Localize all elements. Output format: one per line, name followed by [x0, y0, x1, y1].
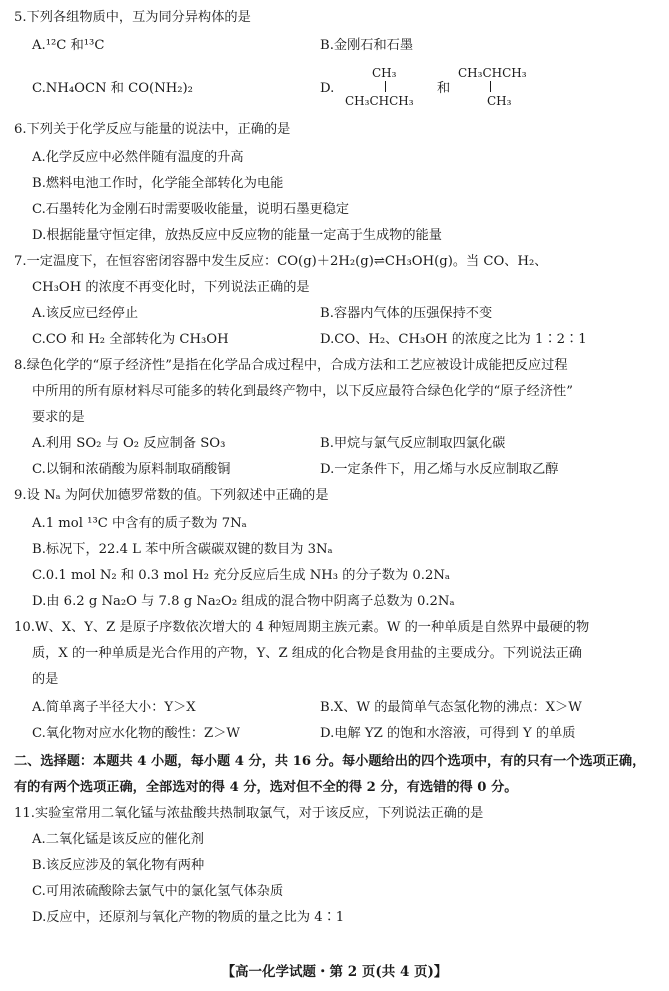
q5-d-and: 和 [437, 81, 451, 96]
q6-option-c: C.石墨转化为金刚石时需要吸收能量，说明石墨更稳定 [32, 202, 350, 217]
q10-stem-line2: 质，X 的一种单质是光合作用的产物，Y、Z 组成的化合物是食用盐的主要成分。下列说法正确 [32, 646, 582, 661]
section2-instructions-line1: 二、选择题：本题共 4 小题，每小题 4 分，共 16 分。每小题给出的四个选项中，有的只有一个选项正确， [14, 754, 646, 769]
q5-stem: 5.下列各组物质中，互为同分异构体的是 [14, 10, 251, 25]
q8-stem-line3: 要求的是 [32, 410, 85, 425]
q5-d-formula1-bottom: CH₃CHCH₃ [345, 94, 414, 108]
q7-option-d: D.CO、H₂、CH₃OH 的浓度之比为 1∶2∶1 [320, 332, 587, 347]
q11-option-c: C.可用浓硫酸除去氯气中的氯化氢气体杂质 [32, 884, 284, 899]
q9-option-a: A.1 mol ¹³C 中含有的质子数为 7Nₐ [32, 516, 247, 531]
q9-option-d: D.由 6.2 g Na₂O 与 7.8 g Na₂O₂ 组成的混合物中阴离子总数为 0.2Nₐ [32, 594, 455, 609]
q5-d-formula2-bond [490, 81, 491, 92]
q10-option-d: D.电解 YZ 的饱和水溶液，可得到 Y 的单质 [320, 726, 576, 741]
q7-option-c: C.CO 和 H₂ 全部转化为 CH₃OH [32, 332, 229, 347]
q6-option-b: B.燃料电池工作时，化学能全部转化为电能 [32, 176, 284, 191]
q6-option-a: A.化学反应中必然伴随有温度的升高 [32, 150, 244, 165]
q5-option-d-label: D. [320, 81, 335, 96]
q8-option-d: D.一定条件下，用乙烯与水反应制取乙醇 [320, 462, 559, 477]
q9-option-b: B.标况下，22.4 L 苯中所含碳碳双键的数目为 3Nₐ [32, 542, 333, 557]
q10-stem-line3: 的是 [32, 672, 59, 687]
q8-option-b: B.甲烷与氯气反应制取四氯化碳 [320, 436, 506, 451]
q7-option-b: B.容器内气体的压强保持不变 [320, 306, 493, 321]
q8-option-c: C.以铜和浓硝酸为原料制取硝酸铜 [32, 462, 231, 477]
q10-option-c: C.氧化物对应水化物的酸性：Z＞W [32, 726, 240, 741]
q10-option-a: A.简单离子半径大小：Y＞X [32, 700, 196, 715]
q8-option-a: A.利用 SO₂ 与 O₂ 反应制备 SO₃ [32, 436, 226, 451]
q6-stem: 6.下列关于化学反应与能量的说法中，正确的是 [14, 122, 291, 137]
q5-d-formula1-top: CH₃ [372, 66, 397, 80]
q6-option-d: D.根据能量守恒定律，放热反应中反应物的能量一定高于生成物的能量 [32, 228, 442, 243]
q5-d-formula2-top: CH₃CHCH₃ [458, 66, 527, 80]
q5-option-a: A.¹²C 和¹³C [32, 38, 105, 53]
q11-stem: 11.实验室常用二氧化锰与浓盐酸共热制取氯气，对于该反应，下列说法正确的是 [14, 806, 484, 821]
q7-stem-line2: CH₃OH 的浓度不再变化时，下列说法正确的是 [32, 280, 310, 295]
q5-option-c: C.NH₄OCN 和 CO(NH₂)₂ [32, 81, 193, 96]
q11-option-d: D.反应中，还原剂与氧化产物的物质的量之比为 4∶1 [32, 910, 345, 925]
q10-stem-line1: 10.W、X、Y、Z 是原子序数依次增大的 4 种短周期主族元素。W 的一种单质是自然界中最硬的物 [14, 620, 590, 635]
q5-option-b: B.金刚石和石墨 [320, 38, 414, 53]
q9-option-c: C.0.1 mol N₂ 和 0.3 mol H₂ 充分反应后生成 NH₃ 的分子数为 0.2Nₐ [32, 568, 450, 583]
q5-d-formula1-bond [385, 81, 386, 92]
q5-d-formula2-bottom: CH₃ [487, 94, 512, 108]
q10-option-b: B.X、W 的最简单气态氢化物的沸点：X＞W [320, 700, 582, 715]
page-footer: 【高一化学试题・第 2 页(共 4 页)】 [221, 964, 448, 980]
q11-option-a: A.二氧化锰是该反应的催化剂 [32, 832, 204, 847]
q7-stem-line1: 7.一定温度下，在恒容密闭容器中发生反应：CO(g)＋2H₂(g)⇌CH₃OH(g)。当 CO、H₂、 [14, 254, 548, 269]
q7-option-a: A.该反应已经停止 [32, 306, 139, 321]
q11-option-b: B.该反应涉及的氧化物有两种 [32, 858, 205, 873]
q8-stem-line2: 中所用的所有原材料尽可能多的转化到最终产物中，以下反应最符合绿色化学的“原子经济性” [32, 384, 573, 399]
section2-instructions-line2: 有的有两个选项正确，全部选对的得 4 分，选对但不全的得 2 分，有选错的得 0 分。 [14, 780, 518, 795]
q9-stem: 9.设 Nₐ 为阿伏加德罗常数的值。下列叙述中正确的是 [14, 488, 329, 503]
q8-stem-line1: 8.绿色化学的“原子经济性”是指在化学品合成过程中，合成方法和工艺应被设计成能把反应过程 [14, 358, 568, 373]
